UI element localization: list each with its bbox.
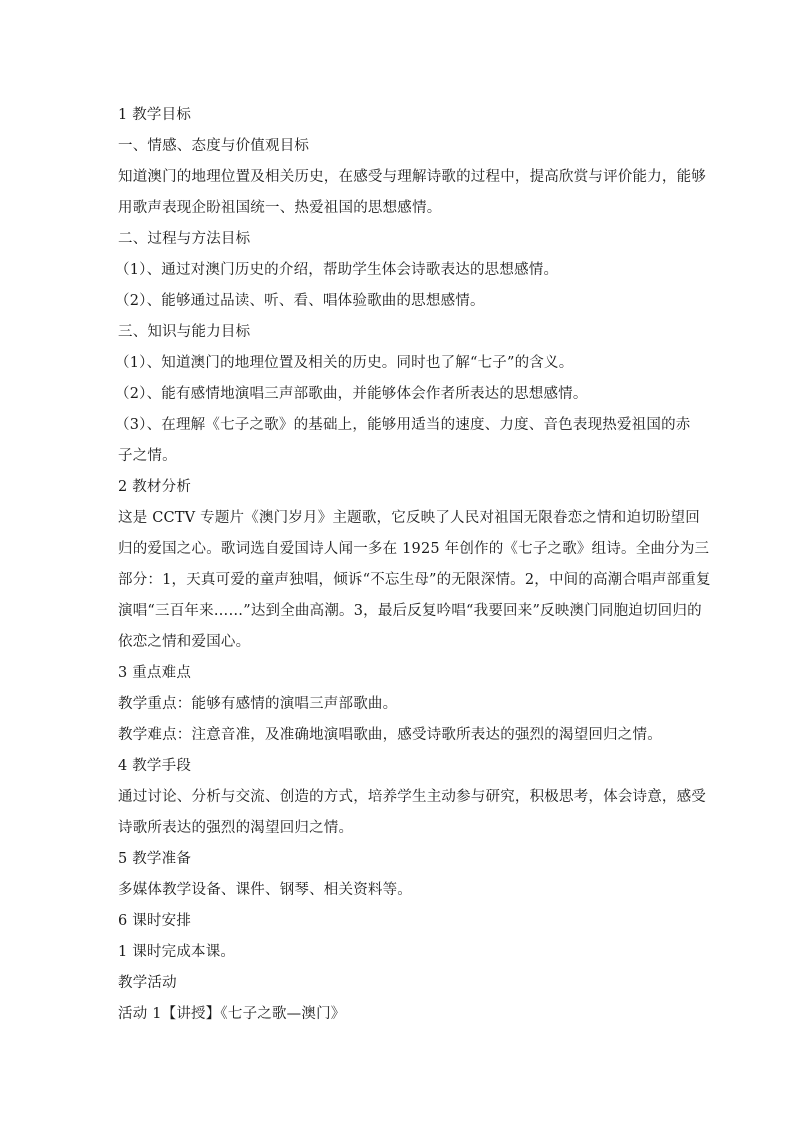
subsection-heading: 三、知识与能力目标 — [118, 324, 251, 340]
paragraph-line: 归的爱国之心。歌词选自爱国诗人闻一多在 1925 年创作的《七子之歌》组诗。全曲分为三 — [118, 541, 710, 557]
paragraph: 教学难点：注意音准，及准确地演唱歌曲，感受诗歌所表达的强烈的渴望回归之情。 — [118, 727, 662, 743]
paragraph — [118, 162, 706, 224]
list-item: （1）、知道澳门的地理位置及相关的历史。同时也了解“七子”的含义。 — [115, 355, 574, 371]
section-heading: 2 教材分析 — [118, 479, 192, 495]
section-heading: 3 重点难点 — [118, 665, 192, 681]
paragraph — [118, 503, 711, 658]
paragraph-line: 依恋之情和爱国心。 — [118, 634, 251, 650]
list-item: （1）、通过对澳门历史的介绍，帮助学生体会诗歌表达的思想感情。 — [115, 262, 559, 278]
paragraph: 多媒体教学设备、课件、钢琴、相关资料等。 — [118, 882, 412, 898]
paragraph — [118, 782, 706, 844]
section-heading: 4 教学手段 — [118, 758, 192, 774]
activity-heading: 活动 1【讲授】《七子之歌—澳门》 — [118, 1006, 346, 1022]
paragraph-line: 这是 CCTV 专题片《澳门岁月》主题歌，它反映了人民对祖国无限眷恋之情和迫切盼望回 — [118, 510, 700, 526]
paragraph-line: （3）、在理解《七子之歌》的基础上，能够用适当的速度、力度、音色表现热爱祖国的赤 — [115, 417, 691, 433]
subsection-heading: 二、过程与方法目标 — [118, 231, 251, 247]
paragraph-line: 子之情。 — [118, 448, 177, 464]
section-heading: 5 教学准备 — [118, 851, 192, 867]
paragraph-line: 用歌声表现企盼祖国统一、热爱祖国的思想感情。 — [118, 200, 442, 216]
section-heading: 6 课时安排 — [118, 913, 192, 929]
paragraph-line: 知道澳门的地理位置及相关历史，在感受与理解诗歌的过程中，提高欣赏与评价能力，能够 — [118, 169, 706, 185]
paragraph-line: 演唱“三百年来……”达到全曲高潮。3，最后反复吟唱“我要回来”反映澳门同胞迫切回归的 — [118, 603, 702, 619]
list-item — [115, 410, 691, 472]
list-item: （2）、能有感情地演唱三声部歌曲，并能够体会作者所表达的思想感情。 — [115, 386, 588, 402]
paragraph-line: 部分：1，天真可爱的童声独唱，倾诉“不忘生母”的无限深情。2，中间的高潮合唱声部重复 — [118, 572, 711, 588]
paragraph-line: 通过讨论、分析与交流、创造的方式，培养学生主动参与研究，积极思考，体会诗意，感受 — [118, 789, 706, 805]
section-heading: 1 教学目标 — [118, 107, 192, 123]
paragraph: 教学重点：能够有感情的演唱三声部歌曲。 — [118, 696, 398, 712]
subsection-heading: 一、情感、态度与价值观目标 — [118, 138, 310, 154]
document-page — [115, 100, 711, 1030]
list-item: （2）、能够通过品读、听、看、唱体验歌曲的思想感情。 — [115, 293, 485, 309]
section-heading: 教学活动 — [118, 975, 177, 991]
paragraph: 1 课时完成本课。 — [118, 944, 236, 960]
paragraph-line: 诗歌所表达的强烈的渴望回归之情。 — [118, 820, 354, 836]
